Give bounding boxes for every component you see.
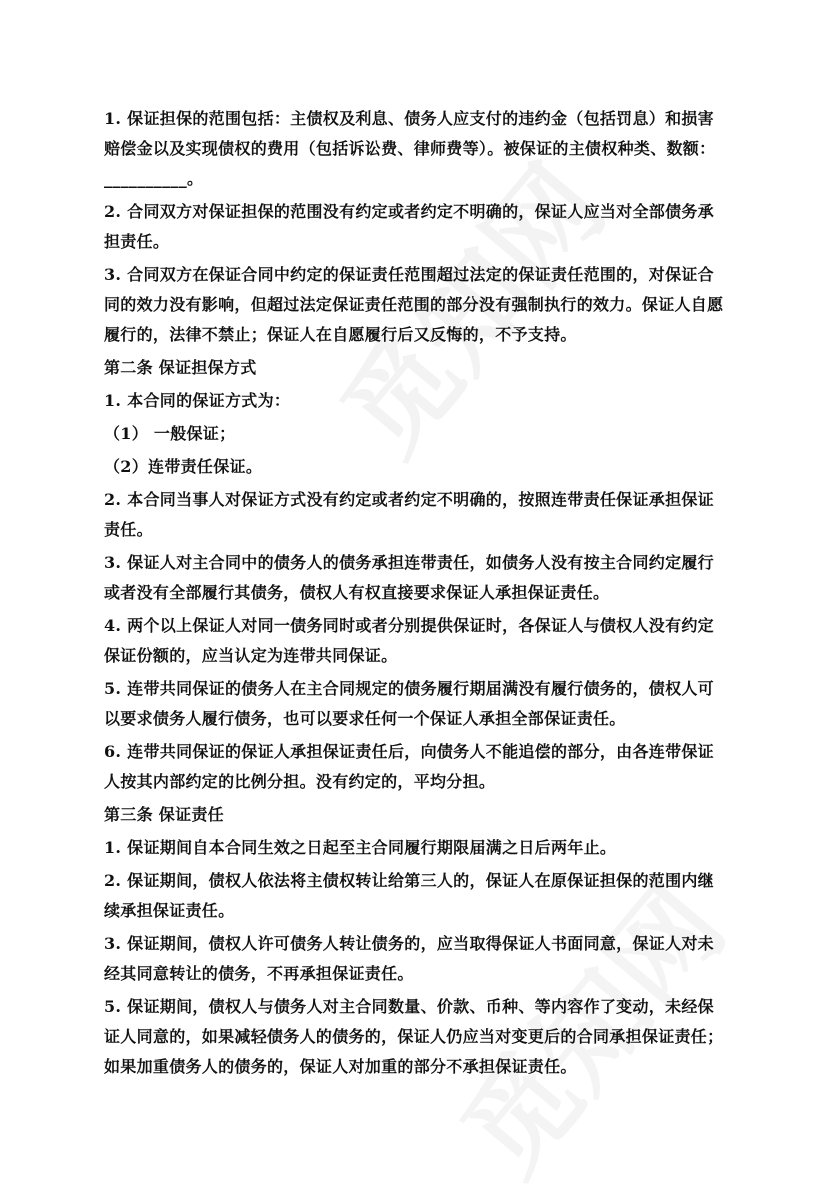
section-heading-guarantee-liability: 第三条 保证责任	[104, 805, 224, 824]
paragraph-guarantee-period: 1. 保证期间自本合同生效之日起至主合同履行期限届满之日后两年止。	[104, 838, 617, 857]
option-joint-guarantee: （2）连带责任保证。	[104, 457, 263, 476]
paragraph-scope-unclear: 2. 合同双方对保证担保的范围没有约定或者约定不明确的，保证人应当对全部债务承担责任。	[104, 202, 714, 251]
paragraph-creditor-transfer: 2. 保证期间，债权人依法将主债权转让给第三人的，保证人在原保证担保的范围内继续承担保证责任。	[104, 871, 714, 920]
option-general-guarantee: （1） 一般保证；	[104, 424, 236, 443]
section-heading-guarantee-method: 第二条 保证担保方式	[104, 358, 257, 377]
paragraph-contract-change: 5. 保证期间，债权人与债务人对主合同数量、价款、币种、等内容作了变动，未经保证人同意的，如果减轻债务人的债务的，保证人仍应当对变更后的合同承担保证责任；如果加重债务人的债务的，保证人对加重的部分不承担保证责任。	[104, 997, 724, 1076]
paragraph-scope-exceed: 3. 合同双方在保证合同中约定的保证责任范围超过法定的保证责任范围的，对保证合同的效力没有影响，但超过法定保证责任范围的部分没有强制执行的效力。保证人自愿履行的，法律不禁止；保证人在自愿履行后又反悔的，不予支持。	[104, 265, 724, 344]
paragraph-joint-liability: 3. 保证人对主合同中的债务人的债务承担连带责任，如债务人没有按主合同约定履行或者没有全部履行其债务，债权人有权直接要求保证人承担保证责任。	[104, 553, 714, 602]
paragraph-debtor-transfer: 3. 保证期间，债权人许可债务人转让债务的，应当取得保证人书面同意，保证人对未经其同意转让的债务，不再承担保证责任。	[104, 934, 714, 983]
paragraph-method-unclear: 2. 本合同当事人对保证方式没有约定或者约定不明确的，按照连带责任保证承担保证责任。	[104, 490, 714, 539]
paragraph-recourse: 6. 连带共同保证的保证人承担保证责任后，向债务人不能追偿的部分，由各连带保证人按其内部约定的比例分担。没有约定的，平均分担。	[104, 742, 714, 791]
paragraph-method-intro: 1. 本合同的保证方式为：	[104, 391, 291, 410]
paragraph-joint-debtor-default: 5. 连带共同保证的债务人在主合同规定的债务履行期届满没有履行债务的，债权人可以要求债务人履行债务，也可以要求任何一个保证人承担全部保证责任。	[104, 679, 714, 728]
document-page	[104, 104, 728, 1085]
paragraph-multiple-guarantors: 4. 两个以上保证人对同一债务同时或者分别提供保证时，各保证人与债权人没有约定保证份额的，应当认定为连带共同保证。	[104, 616, 714, 665]
paragraph-scope: 1. 保证担保的范围包括：主债权及利息、债务人应支付的违约金（包括罚息）和损害赔偿金以及实现债权的费用（包括诉讼费、律师费等）。被保证的主债权种类、数额：__________。	[104, 109, 716, 188]
